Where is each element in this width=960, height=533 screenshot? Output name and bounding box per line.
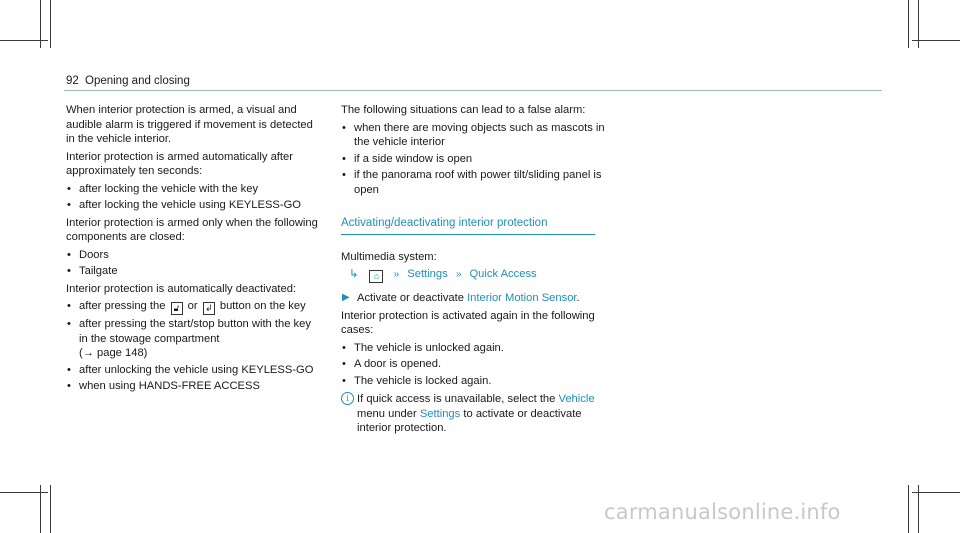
tailgate-key-icon: ↲ [203,302,215,315]
watermark: carmanualsonline.info [604,500,841,524]
double-chevron-icon: » [393,269,400,280]
crop-mark [912,492,960,493]
menu-path [341,267,611,283]
crop-mark [0,40,48,41]
interior-motion-sensor-link[interactable]: Interior Motion Sensor [467,292,577,304]
note-text-mid: menu under [357,407,417,420]
crop-mark [50,485,51,533]
list-item [66,299,322,315]
note-text-pre: If quick access is unavailable, select the [357,393,556,405]
list-item: • when using HANDS-FREE ACCESS [66,379,322,394]
false-alarm-paragraph: The following situations can lead to a false alarm: [341,104,586,116]
settings-link[interactable]: Settings [407,268,448,280]
action-text-post: . [576,292,580,304]
crop-mark [908,485,909,533]
action-triangle-icon: ▶ [342,292,350,303]
unlock-key-icon: 🔓︎ [171,302,183,315]
list-item: • Doors [66,248,322,263]
section-heading: Activating/deactivating interior protection [341,216,595,235]
list-item: • if a side window is open [341,152,611,167]
list-item: • after unlocking the vehicle using KEYLESS-GO [66,363,322,378]
path-arrow-icon: ↳ [349,268,359,280]
vehicle-menu-link[interactable]: Vehicle [558,393,595,405]
list-item: • if the panorama roof with power tilt/sliding panel is open [341,168,611,197]
false-alarm-list [341,121,611,198]
deactivated-list [66,299,322,394]
double-chevron-icon: » [455,269,462,280]
press-text-post: button on the key [219,300,306,312]
action-text-pre: Activate or deactivate [357,292,464,304]
multimedia-label: Multimedia system: [341,250,437,263]
armed-paragraph: Interior protection is armed automatically after approximately ten seconds: [66,150,293,177]
closed-components-paragraph: Interior protection is armed only when the following components are closed: [66,216,318,243]
press-text-or: or [187,300,198,312]
crop-mark [912,40,960,41]
crop-mark [0,492,48,493]
press-text-pre: after pressing the [79,300,166,312]
header-rule [64,90,882,91]
page-title: Opening and closing [85,75,190,87]
list-item: • after locking the vehicle using KEYLESS-GO [66,198,322,213]
list-item: • The vehicle is unlocked again. [341,341,611,356]
page-reference[interactable]: (→ page 148) [79,347,148,359]
crop-mark [50,0,51,48]
deactivated-paragraph: Interior protection is automatically deactivated: [66,282,297,295]
home-icon[interactable]: ⌂ [369,270,383,283]
list-item: • when there are moving objects such as mascots in the vehicle interior [341,121,611,150]
note-text-post: to activate or deactivate interior protection. [357,407,582,434]
list-item: • Tailgate [66,264,322,279]
reactivated-list [341,341,611,389]
info-note [341,392,611,436]
quick-access-link[interactable]: Quick Access [469,268,537,280]
armed-list [66,182,322,213]
intro-paragraph: When interior protection is armed, a visual and audible alarm is triggered if movement is detected in the vehicle interior. [66,104,313,145]
right-column [341,103,611,436]
list-item [66,317,322,361]
reactivated-paragraph: Interior protection is activated again in the following cases: [341,309,595,336]
components-list [66,248,322,279]
list-item: • The vehicle is locked again. [341,374,611,389]
settings-menu-link[interactable]: Settings [419,407,461,420]
page-number: 92 [66,75,79,87]
crop-mark [908,0,909,48]
list-item: • after locking the vehicle with the key [66,182,322,197]
left-column [66,103,322,397]
start-stop-text: after pressing the start/stop button with the key in the stowage compartment [79,318,311,345]
info-icon: i [341,392,354,405]
list-item: • A door is opened. [341,357,611,372]
action-step [341,291,611,306]
